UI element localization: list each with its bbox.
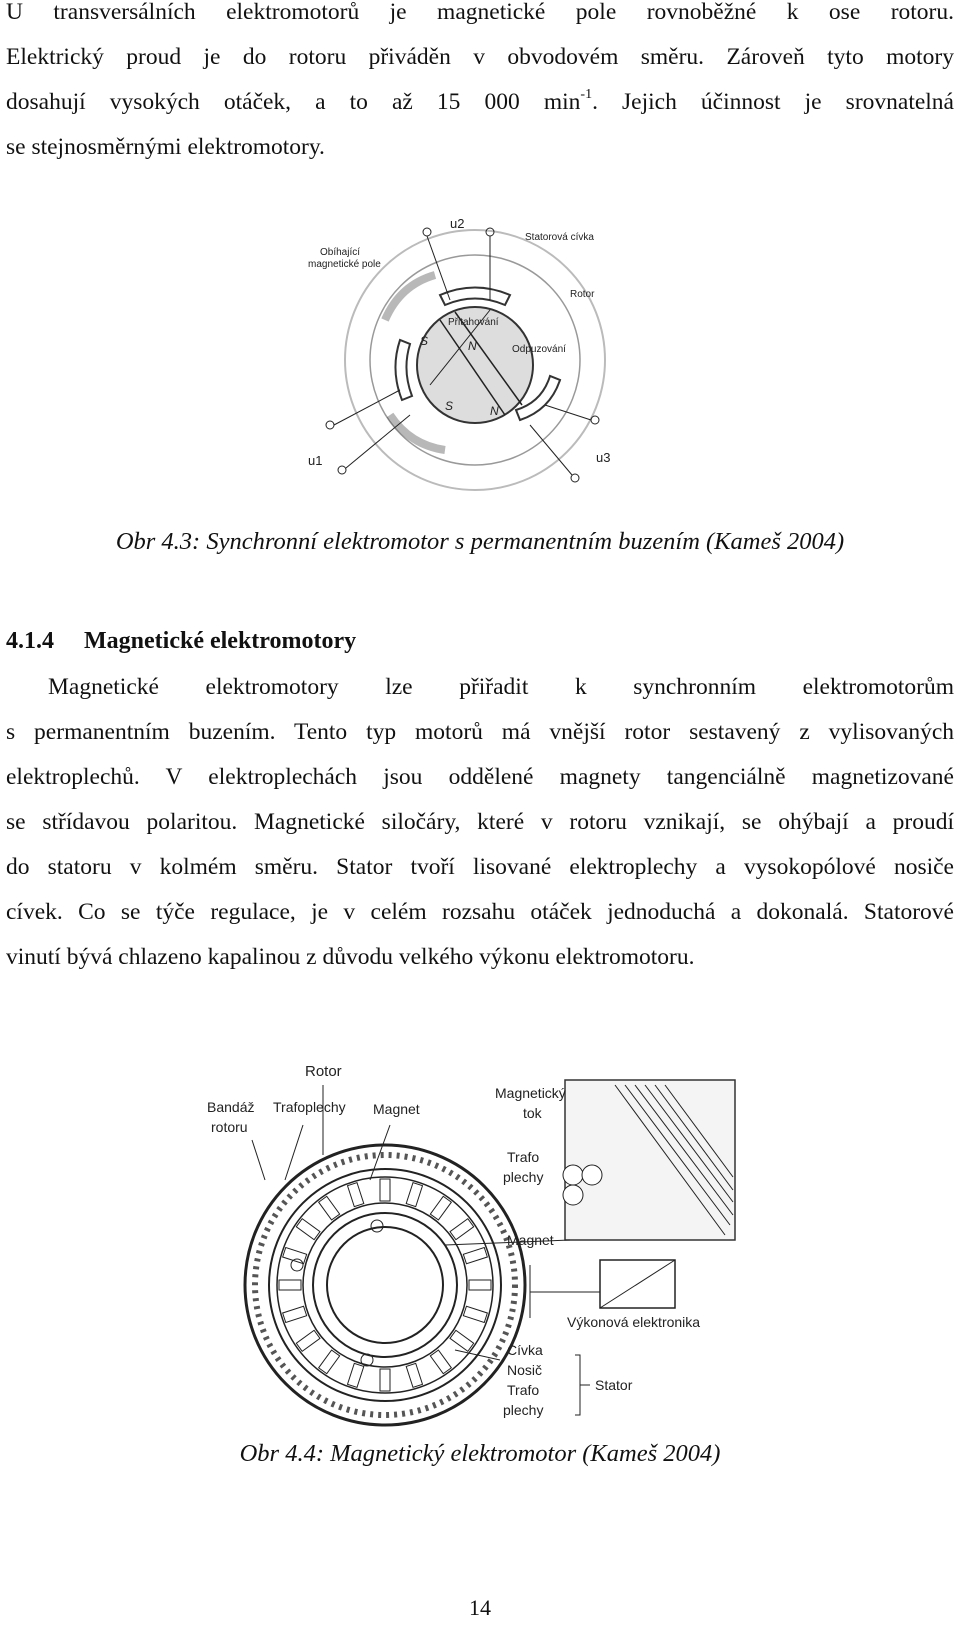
stator-tooth xyxy=(450,1330,474,1351)
label-magnet: Magnet xyxy=(507,1232,554,1248)
label-trafo-sheets: plechy xyxy=(503,1169,544,1185)
stator-tooth xyxy=(319,1350,340,1374)
section-title: Magnetické elektromotory xyxy=(84,628,357,654)
terminal xyxy=(338,466,346,474)
label-orbiting-field: Obíhající xyxy=(320,247,361,258)
label-u1: u1 xyxy=(308,453,323,468)
stator-tooth xyxy=(283,1306,307,1322)
stator-tooth xyxy=(296,1219,320,1240)
leader-line xyxy=(252,1140,265,1180)
stator-tooth xyxy=(319,1196,340,1220)
stator-tooth xyxy=(380,1179,390,1201)
label-orbiting-field: magnetické pole xyxy=(308,259,381,270)
stator-tooth xyxy=(347,1363,363,1387)
intro-paragraph xyxy=(6,0,954,170)
intro-text: dosahují vysokých otáček, a to až 15 000 min xyxy=(6,89,581,115)
stator-tooth xyxy=(406,1363,422,1387)
section-number: 4.1.4 xyxy=(6,628,54,654)
terminal-u1 xyxy=(326,421,334,429)
label-bandage: Bandáž xyxy=(207,1099,255,1115)
label-rotor: Rotor xyxy=(305,1063,342,1080)
figure-magnetic-motor xyxy=(195,1060,755,1430)
label-transformer-sheets: Trafoplechy xyxy=(273,1099,346,1115)
detail-panel xyxy=(565,1080,735,1240)
body-line: Magnetické elektromotory lze přiřadit k synchronním elektromotorům xyxy=(48,674,954,700)
stator-tooth xyxy=(463,1306,487,1322)
label-stator-coil: Statorová cívka xyxy=(525,232,594,243)
label-magnetic-flux: tok xyxy=(523,1105,542,1121)
intro-line: U transversálních elektromotorů je magnetické pole rovnoběžné k ose rotoru. xyxy=(6,0,954,25)
label-trafo: plechy xyxy=(503,1402,544,1418)
label-u2: u2 xyxy=(450,216,465,231)
label-power-electronics: Výkonová elektronika xyxy=(567,1314,701,1330)
figure-synchronous-motor xyxy=(290,200,670,500)
stator-tooth xyxy=(463,1247,487,1263)
body-line: vinutí bývá chlazeno kapalinou z důvodu velkého výkonu elektromotoru. xyxy=(6,944,695,970)
label-trafo: Trafo xyxy=(507,1382,540,1398)
stator-tooth xyxy=(406,1183,422,1207)
label-magnet: Magnet xyxy=(373,1101,420,1117)
stator-tooth xyxy=(430,1350,451,1374)
label-coil: Cívka xyxy=(507,1342,543,1358)
terminal-u3 xyxy=(591,416,599,424)
body-line: cívek. Co se týče regulace, je v celém rozsahu otáček jednoduchá a dokonalá. Statorové xyxy=(6,899,954,925)
figure-caption: Obr 4.3: Synchronní elektromotor s permanentním buzením (Kameš 2004) xyxy=(115,528,845,555)
wire xyxy=(346,415,410,468)
leader-line xyxy=(370,1125,390,1180)
synchronous-motor-diagram xyxy=(290,200,670,500)
label-pole-s: S xyxy=(445,399,454,413)
stator-bracket xyxy=(575,1355,580,1415)
section-heading xyxy=(6,628,356,655)
label-rotor: Rotor xyxy=(570,289,595,300)
label-bandage: rotoru xyxy=(211,1119,248,1135)
label-repulsion: Odpuzování xyxy=(512,344,566,355)
label-u3: u3 xyxy=(596,450,611,465)
detail-coil-wire xyxy=(582,1165,602,1185)
body-line: s permanentním buzením. Tento typ motorů má vnější rotor sestavený z vylisovaných xyxy=(6,719,954,745)
label-stator: Stator xyxy=(595,1377,633,1393)
terminal xyxy=(571,474,579,482)
stator-tooth xyxy=(469,1280,491,1290)
intro-line: Elektrický proud je do rotoru přiváděn v obvodovém směru. Zároveň tyto motory xyxy=(6,44,954,70)
body-line: se střídavou polaritou. Magnetické siločáry, které v rotoru vznikají, se ohýbají a proudí xyxy=(6,809,954,835)
label-pole-s: S xyxy=(420,334,429,348)
label-carrier: Nosič xyxy=(507,1362,543,1378)
body-line: do statoru v kolmém směru. Stator tvoří lisované elektroplechy a vysokopólové nosiče xyxy=(6,854,954,880)
exponent: -1 xyxy=(580,87,593,103)
intro-line xyxy=(6,80,954,125)
stator-tooth xyxy=(347,1183,363,1207)
stator-bore xyxy=(327,1227,443,1343)
intro-line: se stejnosměrnými elektromotory. xyxy=(6,134,325,160)
label-pole-n: N xyxy=(468,339,477,353)
body-paragraph xyxy=(6,665,954,980)
label-pole-n: N xyxy=(490,404,499,418)
mount-hole xyxy=(361,1354,373,1366)
page-number: 14 xyxy=(469,1595,491,1620)
label-attraction: Přitahování xyxy=(448,317,499,328)
field-arrow xyxy=(385,275,435,320)
terminal-u2 xyxy=(423,228,431,236)
magnetic-motor-diagram xyxy=(195,1060,755,1430)
wire xyxy=(427,236,450,300)
detail-coil-wire xyxy=(563,1165,583,1185)
body-line: elektroplechů. V elektroplechách jsou oddělené magnety tangenciálně magnetizované xyxy=(6,764,954,790)
label-magnetic-flux: Magnetický xyxy=(495,1085,566,1101)
stator-tooth xyxy=(283,1247,307,1263)
stator-tooth xyxy=(380,1369,390,1391)
stator-tooth xyxy=(430,1196,451,1220)
label-trafo-sheets: Trafo xyxy=(507,1149,540,1165)
pole-shoe-top xyxy=(440,288,510,306)
detail-coil-wire xyxy=(563,1185,583,1205)
intro-text: . Jejich účinnost je srovnatelná xyxy=(592,89,954,115)
stator-tooth xyxy=(279,1280,301,1290)
stator-tooth xyxy=(450,1219,474,1240)
figure-caption: Obr 4.4: Magnetický elektromotor (Kameš 2004) xyxy=(239,1440,721,1467)
stator-tooth xyxy=(296,1330,320,1351)
